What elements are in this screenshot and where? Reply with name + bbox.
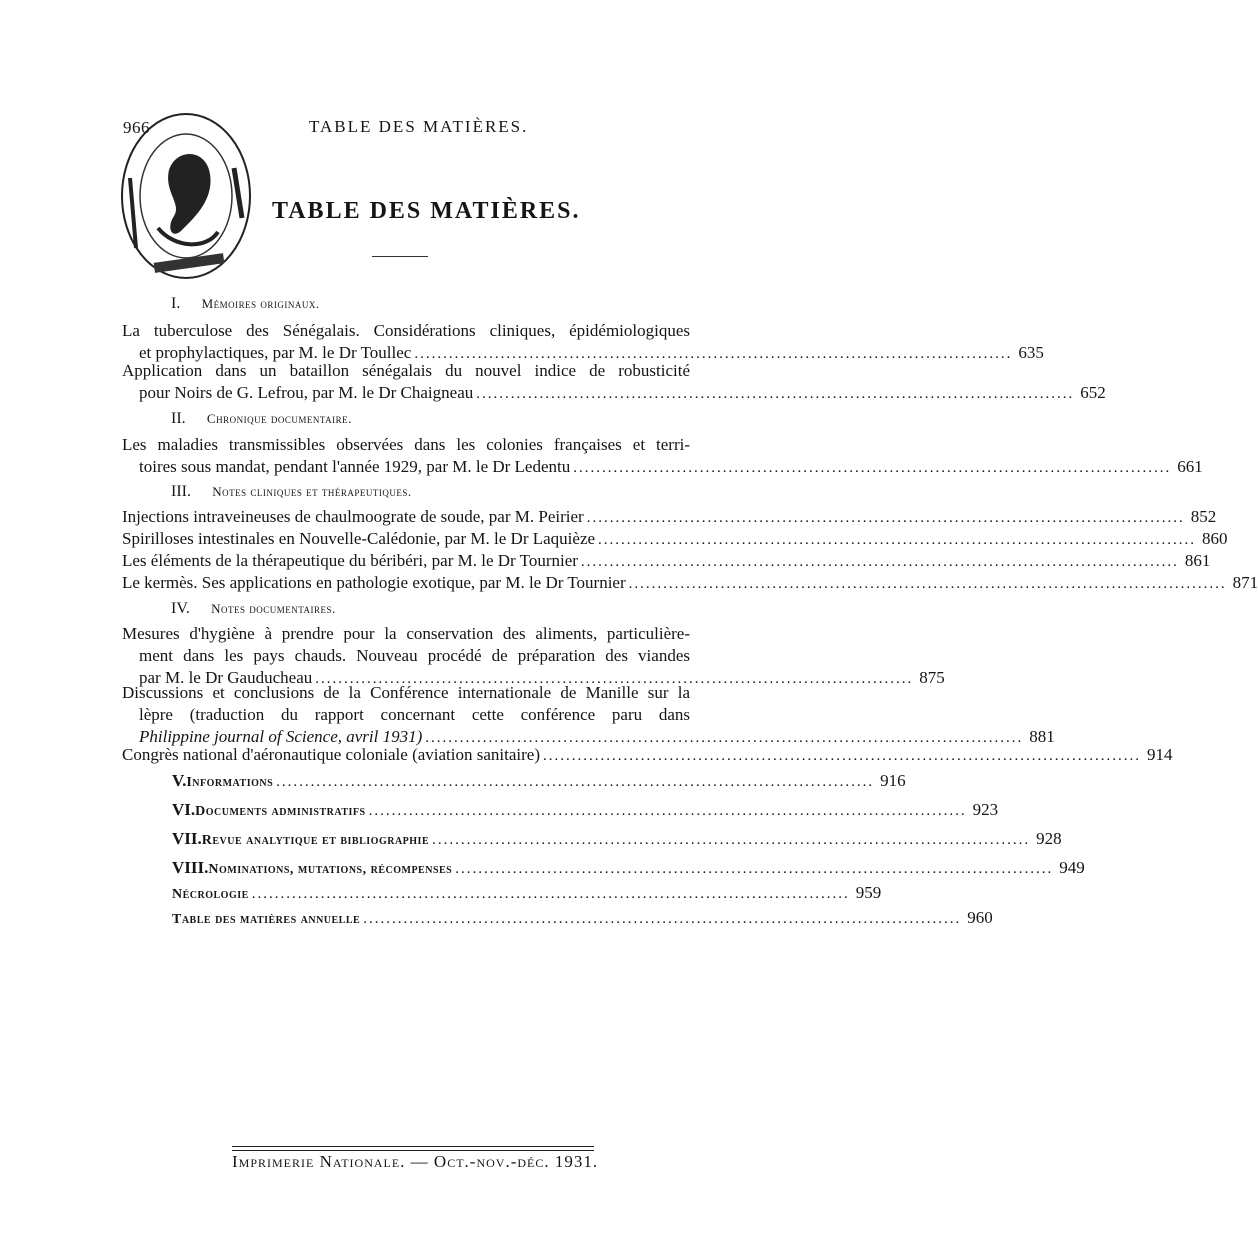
entry-text: par M. le Dr Gauducheau <box>139 668 313 687</box>
entry-line: Application dans un bataillon sénégalais du nouvel indice de robusticité <box>122 361 690 380</box>
page-number: 966 <box>123 118 150 137</box>
toc-entry <box>122 528 1228 550</box>
entry-line: ment dans les pays chauds. Nouveau procédé de préparation des viandes <box>139 646 690 665</box>
toc-entry <box>122 360 1106 404</box>
entry-page: 916 <box>880 771 906 790</box>
entry-page: 852 <box>1190 507 1217 526</box>
entry-last-line <box>122 506 1217 528</box>
toc-entry <box>122 550 1211 572</box>
dot-leader: ........................................................................................................ <box>573 460 1172 476</box>
entry-line: Discussions et conclusions de la Conférence internationale de Manille sur la <box>122 683 690 702</box>
footer-rule <box>232 1146 594 1147</box>
entry-text: Table des matières annuelle <box>172 912 361 927</box>
entry-page: 652 <box>1080 383 1106 402</box>
entry-text: Documents administratifs <box>195 804 366 819</box>
entry-page: 881 <box>1029 727 1055 746</box>
section-numeral: VI. <box>172 800 196 819</box>
entry-last-line <box>122 572 1258 594</box>
dot-leader: ........................................................................................................ <box>315 671 914 687</box>
section-numeral: I. <box>171 295 181 312</box>
section-title: Notes documentaires. <box>211 601 336 616</box>
toc-entry <box>122 506 1217 528</box>
entry-last-line <box>122 744 1173 766</box>
entry-text: Informations <box>186 775 274 790</box>
toc-entry <box>122 572 1258 594</box>
toc-entry <box>172 883 882 903</box>
dot-leader: ........................................................................................................ <box>414 346 1013 362</box>
entry-text: toires sous mandat, pendant l'année 1929, par M. le Dr Ledentu <box>139 457 571 476</box>
section-numeral: IV. <box>171 600 190 617</box>
section-title: Notes cliniques et thérapeutiques. <box>212 484 412 499</box>
toc-entry <box>122 682 1055 748</box>
entry-text: Le kermès. Ses applications en pathologie exotique, par M. le Dr Tournier <box>122 573 626 592</box>
toc-entry <box>122 744 1173 766</box>
toc-entry <box>122 434 1203 478</box>
dot-leader: ........................................................................................................ <box>276 774 875 790</box>
entry-page: 914 <box>1147 745 1173 764</box>
section-heading-2 <box>171 410 352 428</box>
entry-text: Injections intraveineuses de chaulmoograte de soude, par M. Peirier <box>122 507 584 526</box>
entry-page: 949 <box>1059 858 1085 877</box>
entry-last-line <box>122 550 1211 572</box>
entry-text: pour Noirs de G. Lefrou, par M. le Dr Chaigneau <box>139 383 474 402</box>
entry-text: Les éléments de la thérapeutique du béribéri, par M. le Dr Tournier <box>122 551 578 570</box>
entry-page: 959 <box>855 883 882 902</box>
title-rule <box>372 256 428 257</box>
section-numeral: II. <box>171 410 186 427</box>
entry-text: Nominations, mutations, récompenses <box>208 862 453 877</box>
dot-leader: ........................................................................................................ <box>368 803 967 819</box>
entry-text: et prophylactiques, par M. le Dr Toullec <box>139 343 412 362</box>
entry-text: Philippine journal of Science, avril 1931) <box>139 727 423 746</box>
dot-leader: ........................................................................................................ <box>598 532 1197 548</box>
entry-page: 871 <box>1232 573 1258 592</box>
dot-leader: ........................................................................................................ <box>628 576 1227 592</box>
dot-leader: ........................................................................................................ <box>476 386 1075 402</box>
dot-leader: ........................................................................................................ <box>586 510 1185 526</box>
section-numeral: III. <box>171 483 191 500</box>
entry-last-line <box>122 528 1228 550</box>
dot-leader: ........................................................................................................ <box>425 730 1024 746</box>
entry-last-line <box>122 456 1203 478</box>
entry-page: 928 <box>1036 829 1062 848</box>
entry-page: 960 <box>967 908 993 927</box>
toc-entry <box>172 858 1085 878</box>
section-numeral: VII. <box>172 829 202 848</box>
toc-entry <box>172 908 993 928</box>
entry-page: 661 <box>1177 457 1203 476</box>
entry-text: Spirilloses intestinales en Nouvelle-Calédonie, par M. le Dr Laquièze <box>122 529 596 548</box>
section-title: Mémoires originaux. <box>201 296 320 311</box>
toc-entry <box>122 320 1044 364</box>
dot-leader: ........................................................................................................ <box>455 861 1054 877</box>
section-numeral: V. <box>172 771 187 790</box>
dot-leader: ........................................................................................................ <box>543 748 1141 764</box>
entry-page: 861 <box>1184 551 1211 570</box>
entry-line: Mesures d'hygiène à prendre pour la conservation des aliments, particulière- <box>122 624 690 643</box>
entry-last-line <box>122 382 1106 404</box>
entry-line: La tuberculose des Sénégalais. Considérations cliniques, épidémiologiques <box>122 321 690 340</box>
entry-page: 635 <box>1018 343 1044 362</box>
dot-leader: ........................................................................................................ <box>580 554 1179 570</box>
toc-entry <box>122 623 945 689</box>
dot-leader: ........................................................................................................ <box>251 886 850 902</box>
entry-page: 860 <box>1202 529 1228 548</box>
toc-entry <box>172 771 906 791</box>
main-title: TABLE DES MATIÈRES. <box>272 198 581 224</box>
section-title: Chronique documentaire. <box>206 411 352 426</box>
dot-leader: ........................................................................................................ <box>432 832 1031 848</box>
entry-text: Congrès national d'aéronautique coloniale (aviation sanitaire) <box>122 745 540 764</box>
entry-line: lèpre (traduction du rapport concernant cette conférence paru dans <box>139 705 690 724</box>
toc-entry <box>172 800 999 820</box>
toc-entry <box>172 829 1062 849</box>
section-heading-1 <box>171 295 320 313</box>
entry-text: Revue analytique et bibliographie <box>201 833 430 848</box>
entry-text: Nécrologie <box>172 887 249 902</box>
section-heading-4 <box>171 600 336 618</box>
entry-line: Les maladies transmissibles observées dans les colonies françaises et terri- <box>122 435 690 454</box>
entry-page: 923 <box>972 800 999 819</box>
footer-rule <box>232 1150 594 1151</box>
section-heading-3 <box>171 483 412 501</box>
running-title: TABLE DES MATIÈRES. <box>309 117 529 136</box>
entry-page: 875 <box>919 668 945 687</box>
section-numeral: VIII. <box>172 858 209 877</box>
printer-footer: Imprimerie Nationale. — Oct.-nov.-déc. 1931. <box>232 1152 599 1171</box>
library-stamp <box>114 108 264 294</box>
dot-leader: ........................................................................................................ <box>363 911 962 927</box>
